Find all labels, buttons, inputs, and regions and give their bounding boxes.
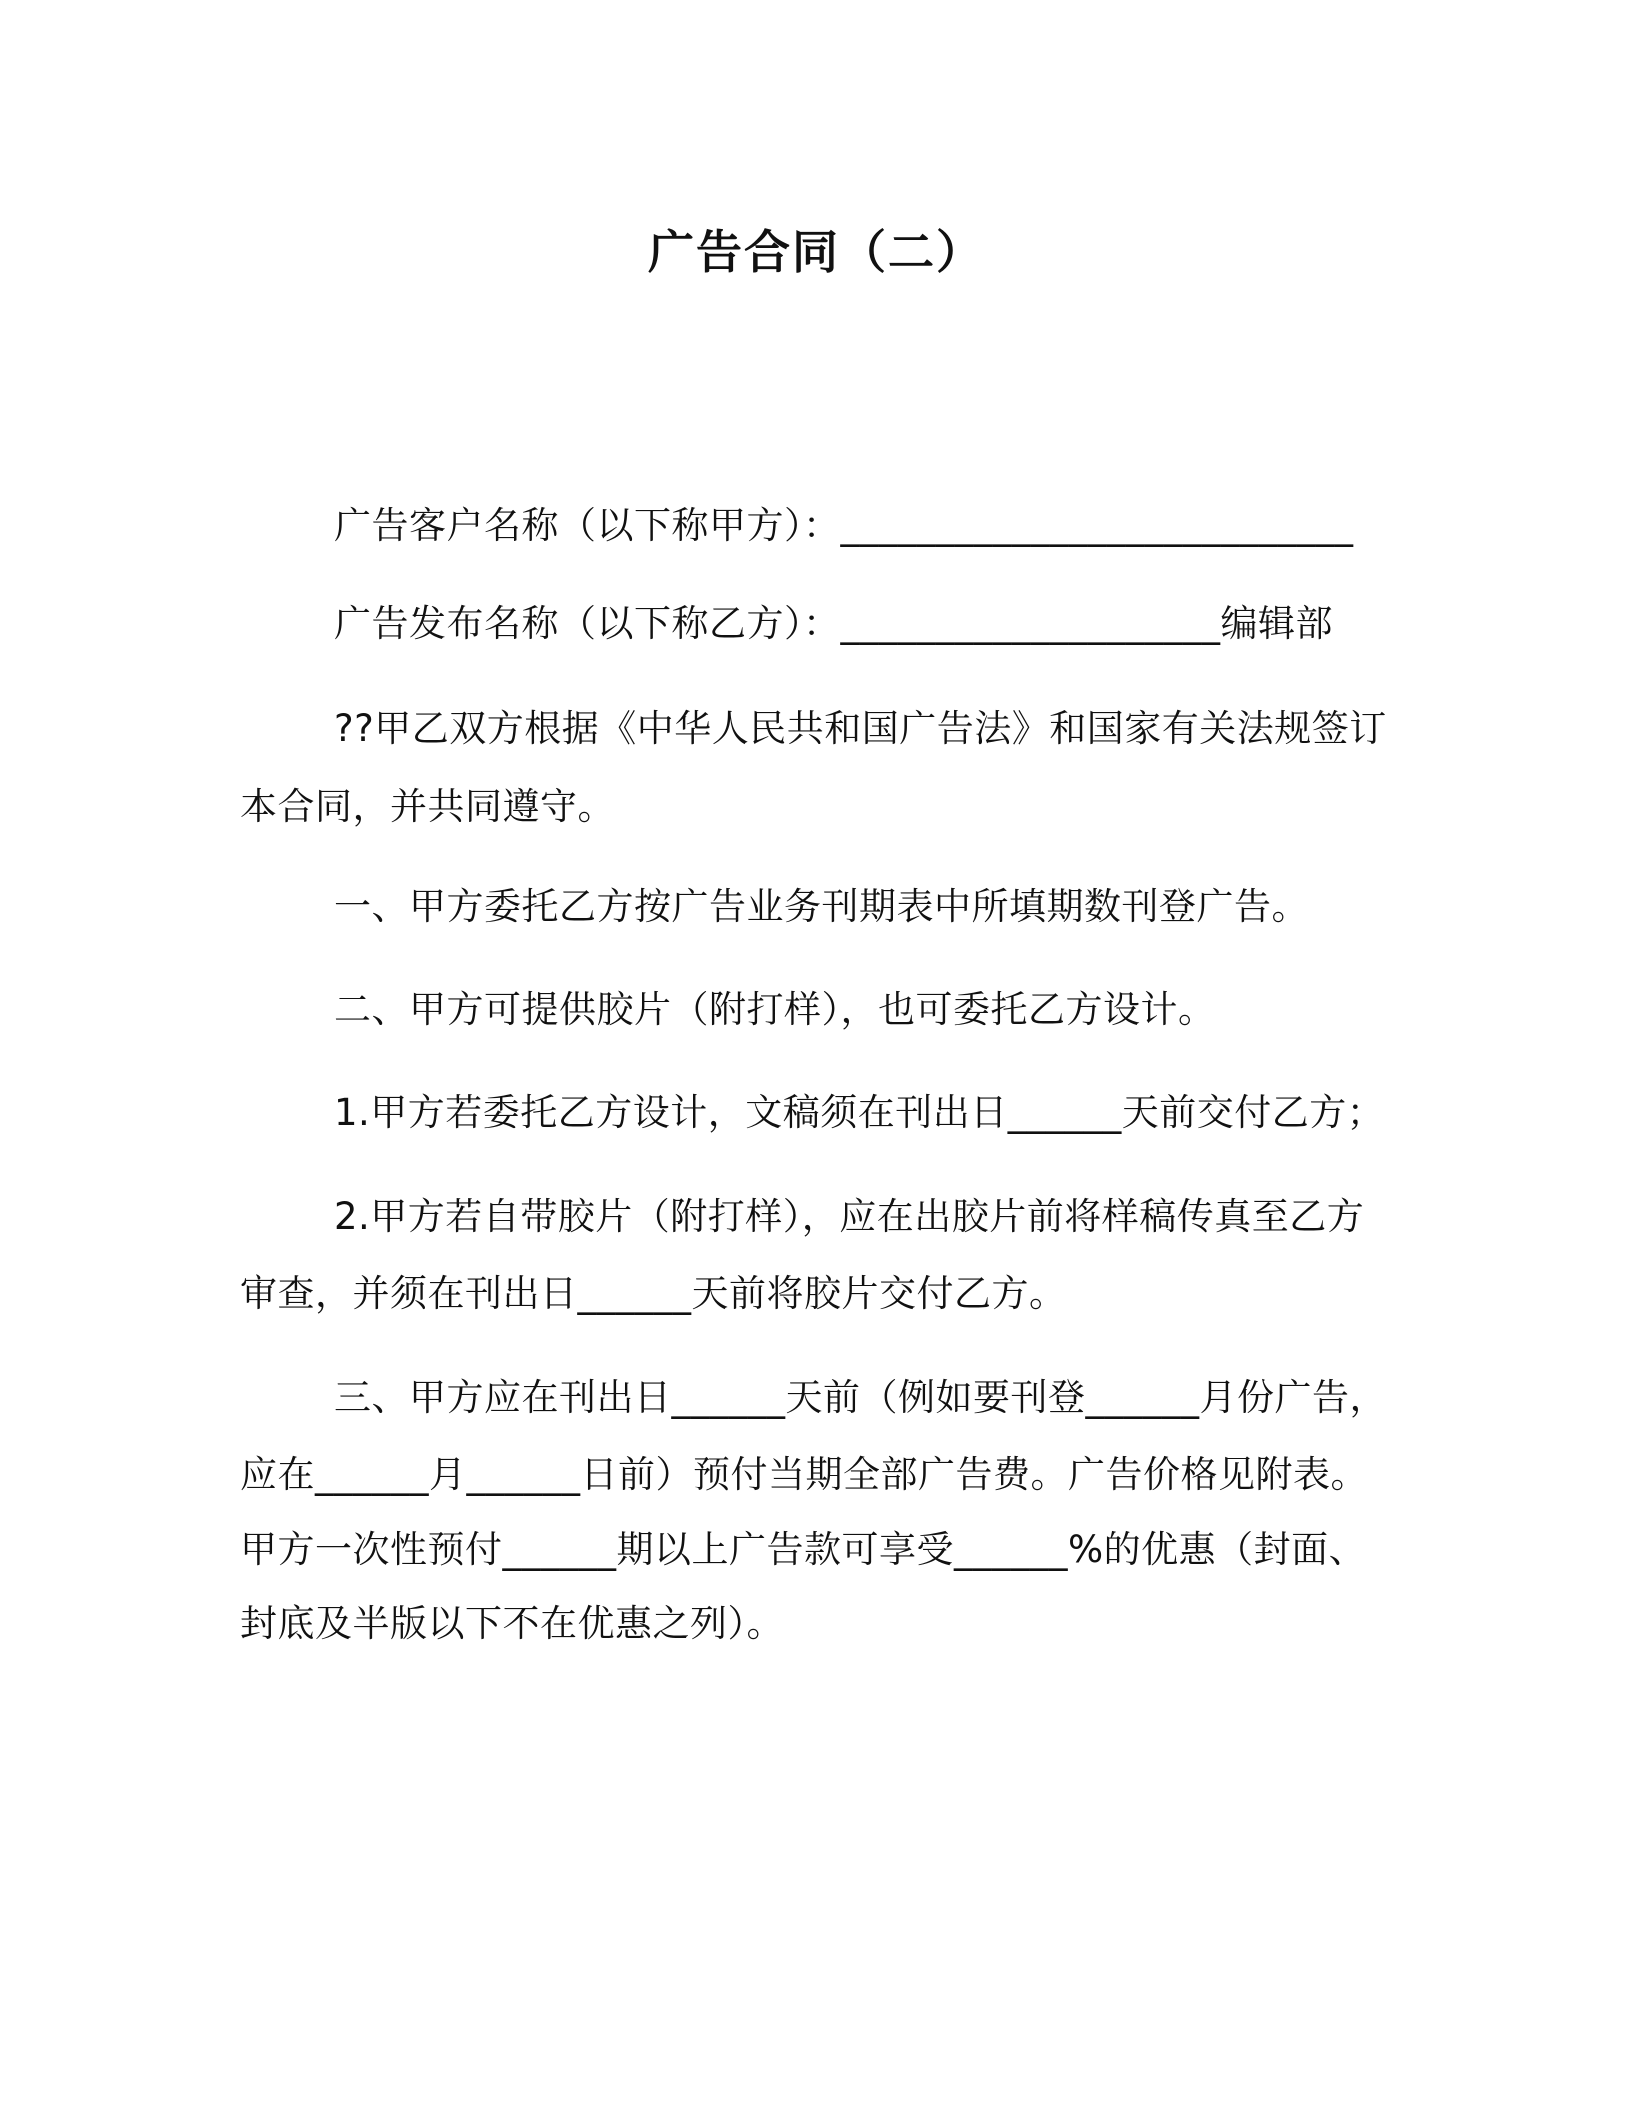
client-name-line: 广告客户名称（以下称甲方）：___________________________ bbox=[334, 504, 1354, 547]
clause-2-item-2-line-1: 2.甲方若自带胶片（附打样），应在出胶片前将样稿传真至乙方 bbox=[334, 1195, 1365, 1238]
preamble-line-1: ??甲乙双方根据《中华人民共和国广告法》和国家有关法规签订 bbox=[334, 707, 1387, 750]
clause-3-line-2: 应在______月______日前）预付当期全部广告费。广告价格见附表。 bbox=[240, 1453, 1368, 1496]
publisher-name-line: 广告发布名称（以下称乙方）：____________________编辑部 bbox=[334, 602, 1333, 645]
clause-2-item-1: 1.甲方若委托乙方设计，文稿须在刊出日______天前交付乙方； bbox=[334, 1091, 1385, 1134]
clause-3-line-3: 甲方一次性预付______期以上广告款可享受______%的优惠（封面、 bbox=[240, 1528, 1367, 1571]
clause-1: 一、甲方委托乙方按广告业务刊期表中所填期数刊登广告。 bbox=[334, 885, 1309, 928]
document-title: 广告合同（二） bbox=[648, 225, 984, 279]
clause-2-item-2-line-2: 审查，并须在刊出日______天前将胶片交付乙方。 bbox=[240, 1272, 1067, 1315]
clause-2: 二、甲方可提供胶片（附打样），也可委托乙方设计。 bbox=[334, 988, 1216, 1031]
clause-3-line-1: 三、甲方应在刊出日______天前（例如要刊登______月份广告， bbox=[334, 1376, 1387, 1419]
preamble-line-2: 本合同，并共同遵守。 bbox=[240, 785, 615, 828]
clause-3-line-4: 封底及半版以下不在优惠之列）。 bbox=[240, 1602, 784, 1645]
